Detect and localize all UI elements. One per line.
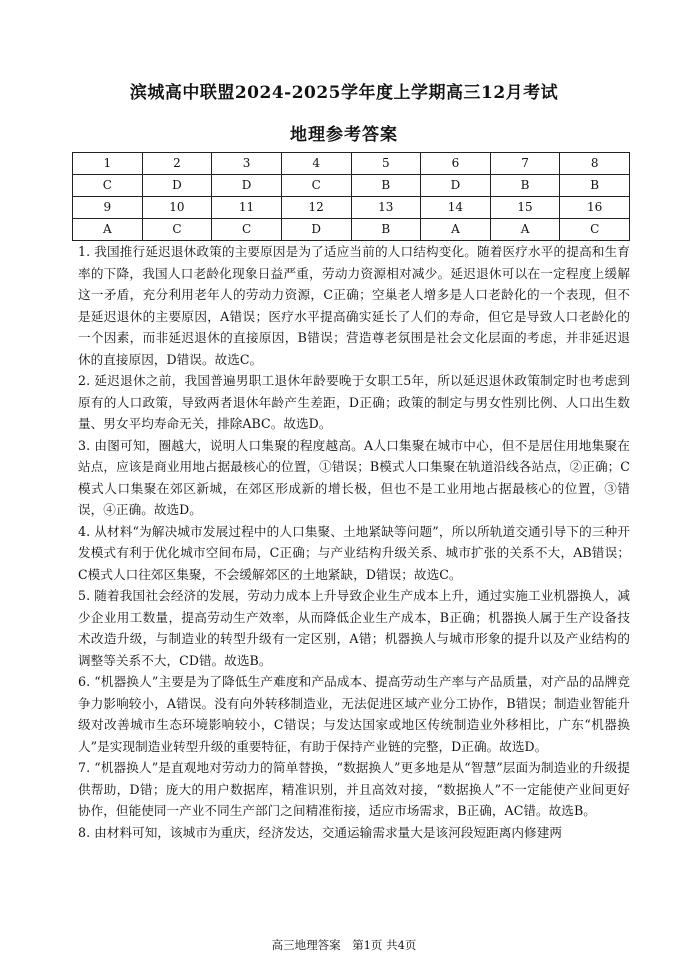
question-number-cell: 15 (490, 197, 560, 219)
answer-cell: A (421, 219, 491, 241)
question-number-cell: 13 (351, 197, 421, 219)
question-number-row (73, 153, 630, 175)
question-number-cell: 7 (490, 153, 560, 175)
question-number-cell: 5 (351, 153, 421, 175)
page-subtitle: 地理参考答案 (290, 125, 398, 145)
answer-cell: B (351, 219, 421, 241)
answer-cell: C (212, 219, 282, 241)
explanation-6: 6. “机器换人”主要是为了降低生产难度和产品成本、提高劳动生产率与产品质量，对产品的品牌竞争力影响较小，A错误。没有向外转移制造业，无法促进区域产业分工协作，B错误；制造业智能升级对改善城市生态环境影响较小，C错误；与发达国家或地区传统制造业外移相比，广东“机器换人”是实现制造业转型升级的重要特征，有助于保持产业链的完整，D正确。故选D。 (78, 674, 630, 754)
answer-cell: A (490, 219, 560, 241)
question-number-cell: 12 (281, 197, 351, 219)
explanation-4: 4. 从材料“为解决城市发展过程中的人口集聚、土地紧缺等问题”，所以所轨道交通引导下的三种开发模式有利于优化城市空间布局，C正确；与产业结构升级关系、城市扩张的关系不大，AB错误；C模式人口往郊区集聚，不会缓解郊区的土地紧缺，D错误；故选C。 (78, 523, 630, 582)
question-number-cell: 9 (73, 197, 143, 219)
explanation-3: 3. 由图可知，圈越大，说明人口集聚的程度越高。A人口集聚在城市中心，但不是居住用地集聚在站点，应该是商业用地占据最核心的位置，①错误；B模式人口集聚在轨道沿线各站点，②正确；C模式人口集聚在郊区新城，在郊区形成新的增长极，但也不是工业用地占据最核心的位置，③错误，④正确。故选D。 (78, 437, 630, 517)
answer-cell: D (212, 175, 282, 197)
answer-table (72, 152, 630, 241)
explanation-7: 7. “机器换人”是直观地对劳动力的简单替换，“数据换人”更多地是从“智慧”层面为制造业的升级提供帮助，D错；庞大的用户数据库，精准识别，并且高效对接，“数据换人”不一定能使产业间更好协作，但能使同一产业不同生产部门之间精准衔接，适应市场需求，B正确，AC错。故选B。 (78, 760, 630, 818)
answer-row (73, 175, 630, 197)
question-number-cell: 6 (421, 153, 491, 175)
question-number-cell: 2 (142, 153, 212, 175)
answer-cell: B (351, 175, 421, 197)
answer-cell: B (490, 175, 560, 197)
answer-cell: C (142, 219, 212, 241)
question-number-cell: 16 (560, 197, 630, 219)
explanation-8: 8. 由材料可知，该城市为重庆，经济发达，交通运输需求量大是该河段短距离内修建两 (78, 824, 562, 840)
answer-cell: C (560, 219, 630, 241)
page-footer: 高三地理答案 第1页 共4页 (271, 938, 417, 952)
answer-cell: C (73, 175, 143, 197)
answer-cell: D (421, 175, 491, 197)
explanation-1: 1. 我国推行延迟退休政策的主要原因是为了适应当前的人口结构变化。随着医疗水平的提高和生育率的下降，我国人口老龄化现象日益严重，劳动力资源相对减少。延迟退休可以在一定程度上缓解这一矛盾，充分利用老年人的劳动力资源，C正确；空巢老人增多是人口老龄化的一个表现，但不是延迟退休的主要原因，A错误；医疗水平提高确实延长了人们的寿命，但它是导致人口老龄化的一个因素，而非延迟退休的直接原因，B错误；营造尊老氛围是社会文化层面的考虑，并非延迟退休的直接原因，D错误。故选C。 (78, 244, 630, 367)
answer-cell: B (560, 175, 630, 197)
question-number-cell: 3 (212, 153, 282, 175)
page-title: 滨城高中联盟2024-2025学年度上学期高三12月考试 (129, 83, 559, 103)
answer-row (73, 219, 630, 241)
question-number-cell: 14 (421, 197, 491, 219)
explanation-2: 2. 延迟退休之前，我国普遍男职工退休年龄要晚于女职工5年，所以延迟退休政策制定时也考虑到原有的人口政策，导致两者退休年龄产生差距，D正确；政策的制定与男女性别比例、人口出生数量、男女平均寿命无关，排除ABC。故选D。 (78, 373, 630, 431)
question-number-cell: 4 (281, 153, 351, 175)
answer-cell: D (281, 219, 351, 241)
explanation-5: 5. 随着我国社会经济的发展，劳动力成本上升导致企业生产成本上升，通过实施工业机器换人，减少企业用工数量，提高劳动生产效率，从而降低企业生产成本，B正确；机器换人属于生产设备技术改造升级，与制造业的转型升级有一定区别，A错；机器换人与城市形象的提升以及产业结构的调整等关系不大，CD错。故选B。 (78, 588, 630, 668)
question-number-cell: 10 (142, 197, 212, 219)
answer-cell: A (73, 219, 143, 241)
answer-cell: C (281, 175, 351, 197)
question-number-cell: 11 (212, 197, 282, 219)
question-number-row (73, 197, 630, 219)
explanation-body (78, 241, 630, 843)
question-number-cell: 1 (73, 153, 143, 175)
answer-cell: D (142, 175, 212, 197)
question-number-cell: 8 (560, 153, 630, 175)
